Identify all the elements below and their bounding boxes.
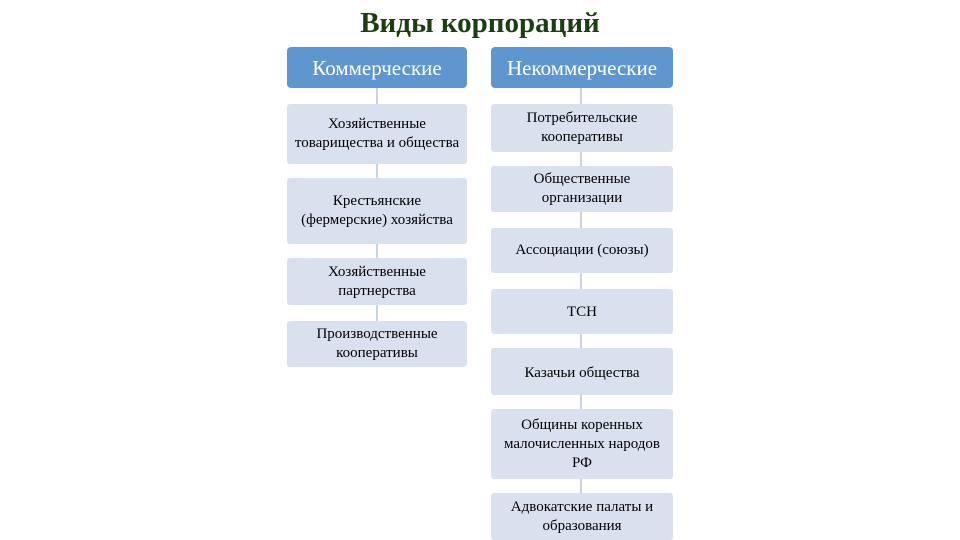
diagram-title: Виды корпораций <box>360 7 600 39</box>
connector <box>376 164 378 178</box>
connector <box>580 334 582 348</box>
noncommercial-item-associations: Ассоциации (союзы) <box>491 228 673 273</box>
connector <box>580 88 582 104</box>
commercial-item-production-cooperatives: Производственные кооперативы <box>287 321 467 367</box>
commercial-heading: Коммерческие <box>287 47 467 88</box>
noncommercial-item-tsn: ТСН <box>491 289 673 334</box>
commercial-item-business-partnerships: Хозяйственные партнерства <box>287 258 467 305</box>
connector <box>580 395 582 409</box>
commercial-item-farm-households: Крестьянские (фермерские) хозяйства <box>287 178 467 244</box>
connector <box>580 273 582 289</box>
connector <box>376 305 378 321</box>
connector <box>580 212 582 228</box>
connector <box>580 479 582 493</box>
connector <box>376 244 378 258</box>
noncommercial-item-consumer-cooperatives: Потребительские кооперативы <box>491 104 673 152</box>
noncommercial-item-bar-chambers: Адвокатские палаты и образования <box>491 493 673 540</box>
commercial-item-business-partnerships-companies: Хозяйственные товарищества и общества <box>287 104 467 164</box>
connector <box>580 152 582 166</box>
noncommercial-heading: Некоммерческие <box>491 47 673 88</box>
noncommercial-item-cossack-societies: Казачьи общества <box>491 348 673 395</box>
connector <box>376 88 378 104</box>
noncommercial-item-public-organizations: Общественные организации <box>491 166 673 212</box>
noncommercial-item-indigenous-communities: Общины коренных малочисленных народов РФ <box>491 409 673 479</box>
